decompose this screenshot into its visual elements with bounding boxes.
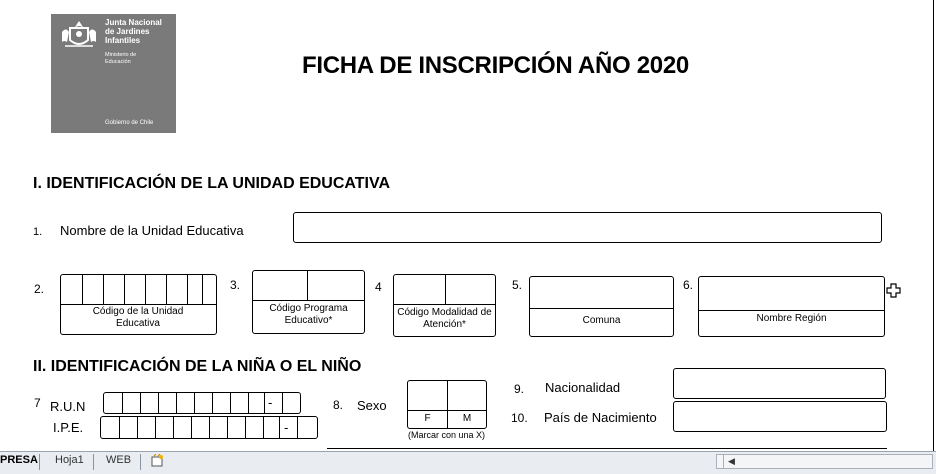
- q2-number: 2.: [34, 282, 45, 296]
- form-title: FICHA DE INSCRIPCIÓN AÑO 2020: [302, 52, 689, 79]
- run-field[interactable]: [103, 392, 301, 414]
- logo-line-2: de Jardines: [105, 27, 150, 36]
- scroll-split-handle[interactable]: [717, 455, 724, 468]
- ipe-dash: -: [284, 420, 289, 435]
- jardines-logo: [51, 14, 176, 133]
- q6-caption: Nombre Región: [756, 313, 827, 324]
- q1-label: Nombre de la Unidad Educativa: [60, 223, 244, 238]
- sex-box[interactable]: [407, 380, 487, 429]
- nationality-field[interactable]: [673, 368, 886, 399]
- logo-line-1: Junta Nacional: [105, 18, 162, 27]
- logo-line-5: Educación: [105, 58, 131, 65]
- q10-label: País de Nacimiento: [544, 410, 657, 425]
- unit-name-field[interactable]: [293, 212, 882, 243]
- q5-number: 5.: [512, 278, 523, 292]
- tab-divider: [39, 454, 40, 470]
- q2-caption: Código de la Unidad Educativa: [92, 306, 184, 329]
- birth-country-field[interactable]: [673, 401, 887, 432]
- q3-caption: Código Programa Educativo*: [269, 303, 348, 326]
- q5-caption: Comuna: [582, 315, 621, 326]
- logo-line-3: Infantiles: [105, 36, 141, 45]
- q4-number: 4: [375, 280, 382, 294]
- q7-number: 7: [34, 396, 41, 410]
- modality-code-box[interactable]: [393, 274, 496, 337]
- next-row-edge: [327, 448, 887, 449]
- sexo-label: Sexo: [357, 398, 387, 413]
- ipe-field[interactable]: [100, 416, 318, 439]
- comuna-box[interactable]: [529, 276, 674, 337]
- tab-presa[interactable]: PRESA: [0, 454, 38, 466]
- unit-code-box[interactable]: [60, 274, 217, 335]
- tab-divider: [140, 454, 141, 470]
- program-code-box[interactable]: [252, 270, 365, 334]
- q3-number: 3.: [230, 278, 241, 292]
- page-border: [933, 0, 934, 451]
- region-box[interactable]: [698, 276, 885, 337]
- mark-instruction: (Marcar con una X): [408, 430, 486, 440]
- coat-of-arms-icon: [57, 18, 101, 52]
- q6-number: 6.: [683, 278, 694, 292]
- sex-m-label: M: [462, 413, 472, 424]
- logo-footer: Gobierno de Chile: [105, 120, 154, 126]
- section-2-heading: II. IDENTIFICACIÓN DE LA NIÑA O EL NIÑO: [33, 358, 362, 375]
- tab-web[interactable]: WEB: [106, 454, 132, 466]
- section-1-heading: I. IDENTIFICACIÓN DE LA UNIDAD EDUCATIVA: [33, 175, 391, 192]
- ipe-label: I.P.E.: [53, 420, 84, 435]
- horizontal-scrollbar[interactable]: [716, 454, 933, 469]
- logo-line-4: Ministerio de: [105, 52, 137, 58]
- q4-caption: Código Modalidad de Atención*: [397, 307, 492, 330]
- q10-number: 10.: [511, 411, 528, 425]
- q9-label: Nacionalidad: [545, 380, 621, 395]
- scroll-left-icon[interactable]: ◀: [728, 456, 735, 466]
- q1-number: 1.: [33, 226, 43, 238]
- q8-number: 8.: [333, 398, 344, 412]
- tab-hoja1[interactable]: Hoja1: [55, 454, 84, 466]
- q9-number: 9.: [514, 382, 525, 396]
- run-label: R.U.N: [50, 399, 86, 414]
- tab-divider: [93, 454, 94, 470]
- cell-cursor-icon: [886, 283, 901, 298]
- run-dash: -: [268, 395, 273, 410]
- insert-sheet-icon[interactable]: [149, 454, 165, 468]
- sex-f-label: F: [424, 413, 431, 424]
